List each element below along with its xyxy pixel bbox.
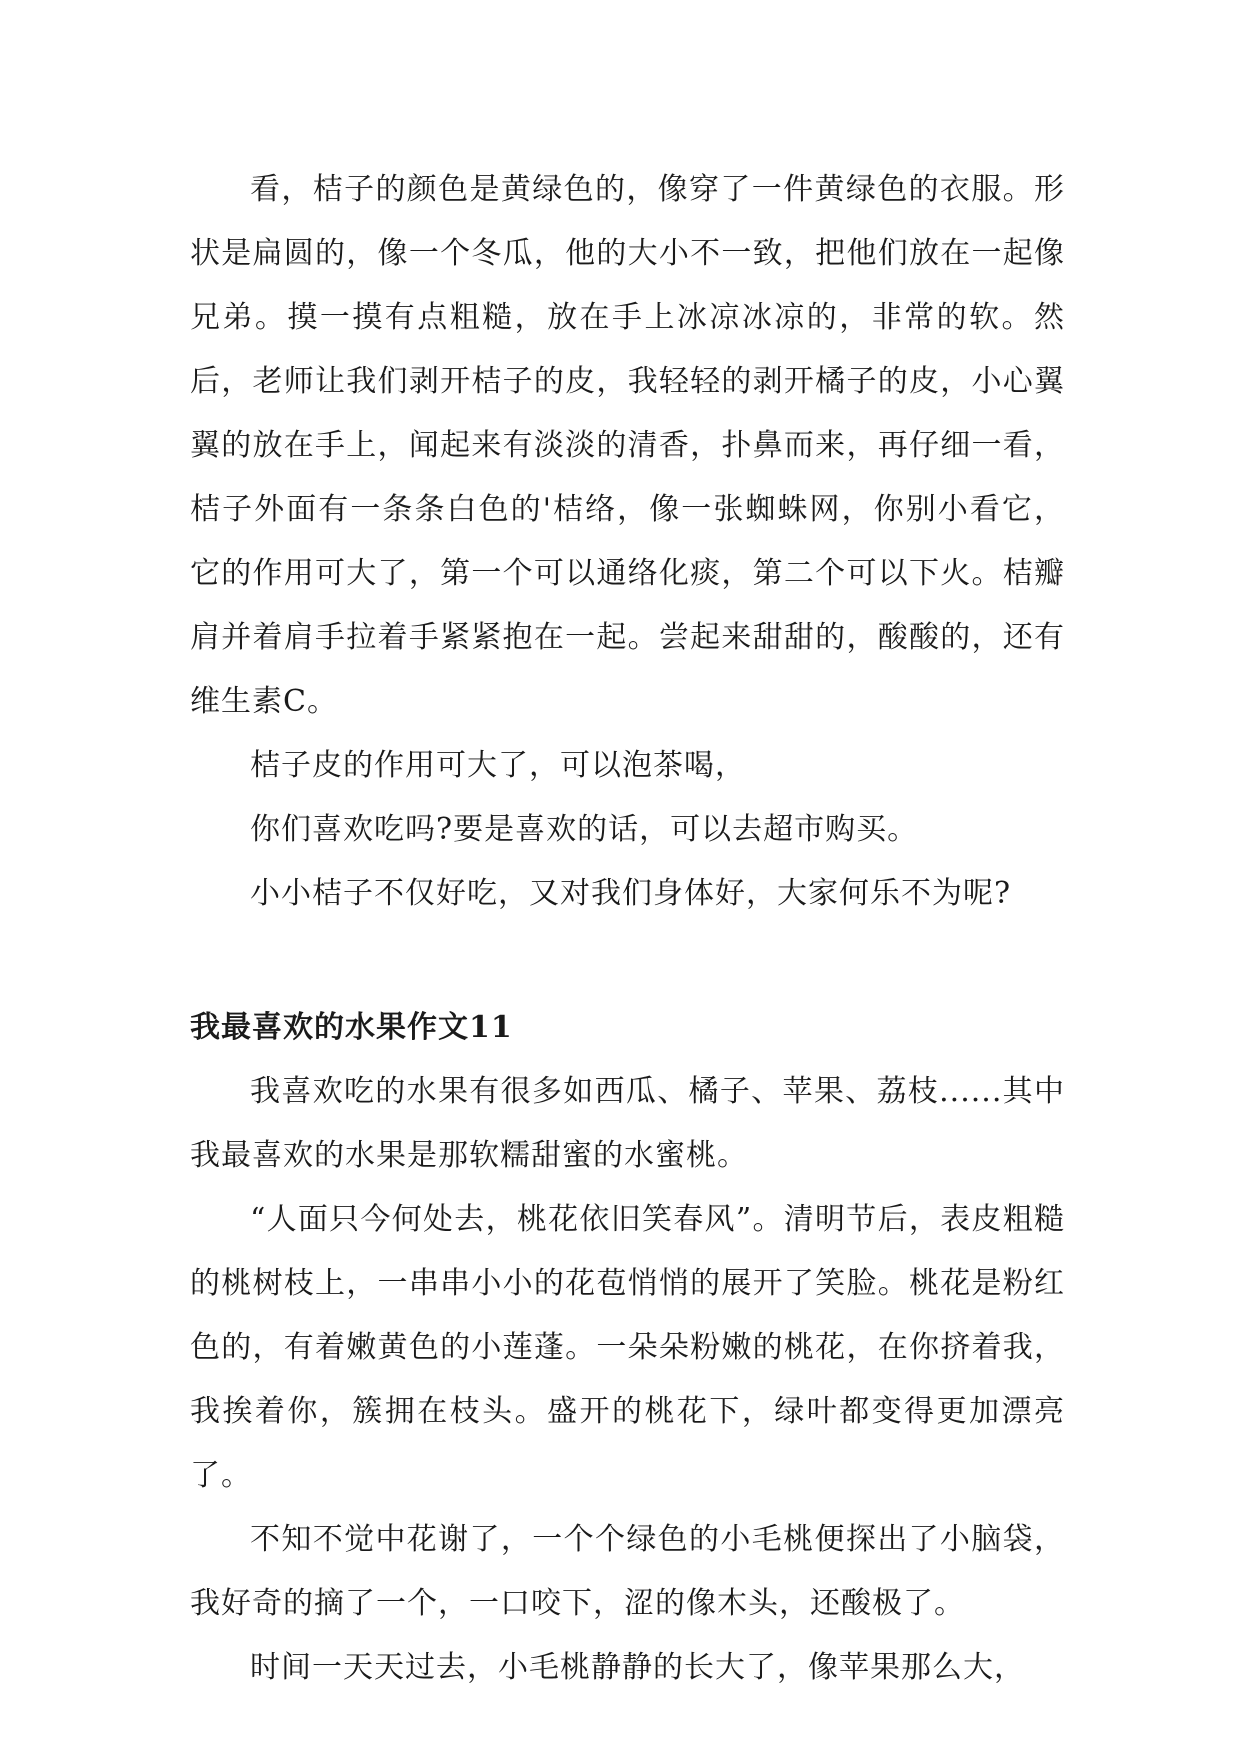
paragraph-orange-description: 看，桔子的颜色是黄绿色的，像穿了一件黄绿色的衣服。形状是扁圆的，像一个冬瓜，他的大小不一致，把他们放在一起像兄弟。摸一摸有点粗糙，放在手上冰凉冰凉的，非常的软。然后，老师让我们剥开桔子的皮，我轻轻的剥开橘子的皮，小心翼翼的放在手上，闻起来有淡淡的清香，扑鼻而来，再仔细一看，桔子外面有一条条白色的'桔络，像一张蜘蛛网，你别小看它，它的作用可大了，第一个可以通络化痰，第二个可以下火。桔瓣肩并着肩手拉着手紧紧抱在一起。尝起来甜甜的，酸酸的，还有维生素C。 bbox=[190, 172, 1065, 719]
paragraph-buy-question: 你们喜欢吃吗?要是喜欢的话，可以去超市购买。 bbox=[250, 812, 919, 847]
paragraph-little-peach: 不知不觉中花谢了，一个个绿色的小毛桃便探出了小脑袋，我好奇的摘了一个，一口咬下，涩的像木头，还酸极了。 bbox=[190, 1522, 1065, 1621]
paragraph-favorite-fruits: 我喜欢吃的水果有很多如西瓜、橘子、苹果、荔枝......其中我最喜欢的水果是那软糯甜蜜的水蜜桃。 bbox=[190, 1074, 1065, 1173]
document-body bbox=[190, 158, 1065, 1700]
paragraph-peach-growing: 时间一天天过去，小毛桃静静的长大了，像苹果那么大， bbox=[250, 1650, 1025, 1685]
paragraph-orange-conclusion: 小小桔子不仅好吃，又对我们身体好，大家何乐不为呢? bbox=[250, 876, 1012, 911]
paragraph-peach-blossom: “人面只今何处去，桃花依旧笑春风”。清明节后，表皮粗糙的桃树枝上，一串串小小的花苞悄悄的展开了笑脸。桃花是粉红色的，有着嫩黄色的小莲蓬。一朵朵粉嫩的桃花，在你挤着我，我挨着你，簇拥在枝头。盛开的桃花下，绿叶都变得更加漂亮了。 bbox=[190, 1202, 1065, 1493]
paragraph-orange-peel: 桔子皮的作用可大了，可以泡茶喝， bbox=[250, 748, 746, 783]
essay-title: 我最喜欢的水果作文11 bbox=[190, 1010, 513, 1045]
